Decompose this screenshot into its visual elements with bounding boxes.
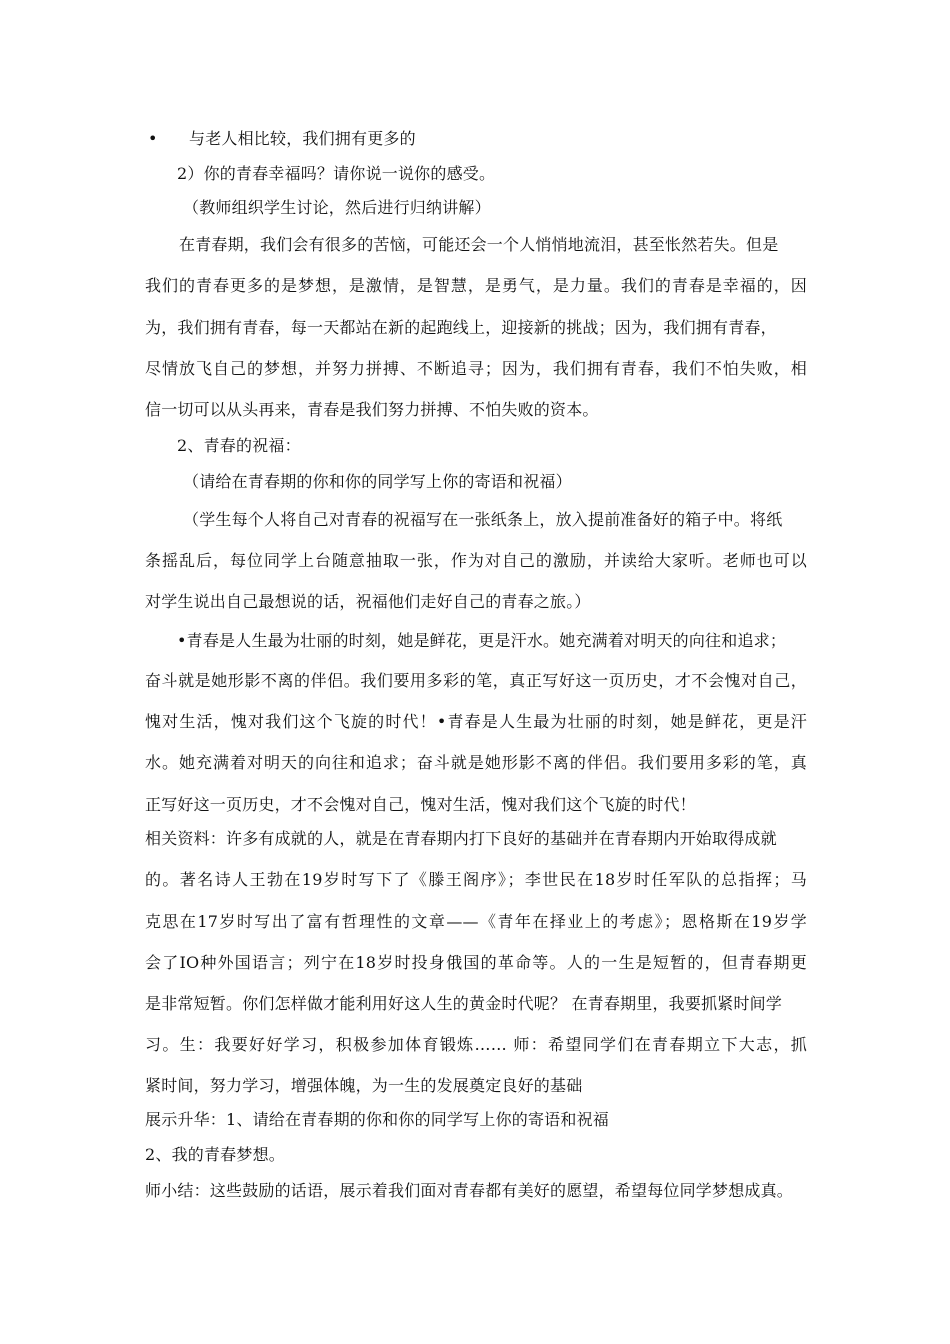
bullet-point: • — [148, 129, 158, 148]
text-line: 2、青春的祝福： — [177, 436, 301, 455]
text-line: 克思在17岁时写出了富有哲理性的文章——《青年在择业上的考虑》；恩格斯在19岁学 — [145, 912, 807, 931]
text-line: 奋斗就是她形影不离的伴侣。我们要用多彩的笔，真正写好这一页历史，才不会愧对自己， — [145, 671, 807, 690]
text-line: （请给在青春期的你和你的同学写上你的寄语和祝福） — [183, 472, 572, 491]
text-line: 愧对生活，愧对我们这个飞旋的时代！•青春是人生最为壮丽的时刻，她是鲜花，更是汗 — [145, 712, 807, 731]
text-line: •青春是人生最为壮丽的时刻，她是鲜花，更是汗水。她充满着对明天的向往和追求； — [177, 631, 787, 650]
text-line: 与老人相比较，我们拥有更多的 — [189, 129, 416, 148]
text-line: 相关资料：许多有成就的人，就是在青春期内打下良好的基础并在青春期内开始取得成就 — [145, 829, 777, 848]
text-line: 水。她充满着对明天的向往和追求；奋斗就是她形影不离的伴侣。我们要用多彩的笔，真 — [145, 753, 807, 772]
text-line: 展示升华：1、请给在青春期的你和你的同学写上你的寄语和祝福 — [145, 1110, 609, 1129]
text-line: 尽情放飞自己的梦想，并努力拼搏、不断追寻；因为，我们拥有青春，我们不怕失败，相 — [145, 359, 807, 378]
text-line: 在青春期，我们会有很多的苦恼，可能还会一个人悄悄地流泪，甚至怅然若失。但是 — [179, 235, 779, 254]
text-line: （学生每个人将自己对青春的祝福写在一张纸条上，放入提前准备好的箱子中。将纸 — [183, 510, 783, 529]
text-line: 对学生说出自己最想说的话，祝福他们走好自己的青春之旅。） — [145, 592, 591, 611]
text-line: 习。生：我要好好学习，积极参加体育锻炼…… 师：希望同学们在青春期立下大志，抓 — [145, 1035, 807, 1054]
text-line: 为，我们拥有青春，每一天都站在新的起跑线上，迎接新的挑战；因为，我们拥有青春， — [145, 318, 777, 337]
text-line: 的。著名诗人王勃在19岁时写下了《滕王阁序》；李世民在18岁时任军队的总指挥；马 — [145, 870, 807, 889]
text-line: 正写好这一页历史，才不会愧对自己，愧对生活，愧对我们这个飞旋的时代！ — [145, 795, 696, 814]
text-line: 是非常短暂。你们怎样做才能利用好这人生的黄金时代呢？ 在青春期里，我要抓紧时间学 — [145, 994, 783, 1013]
text-line: 条摇乱后，每位同学上台随意抽取一张，作为对自己的激励，并读给大家听。老师也可以 — [145, 551, 807, 570]
text-line: 2、我的青春梦想。 — [145, 1145, 285, 1164]
text-line: 我们的青春更多的是梦想，是激情，是智慧，是勇气，是力量。我们的青春是幸福的，因 — [145, 276, 807, 295]
text-line: 紧时间，努力学习，增强体魄，为一生的发展奠定良好的基础 — [145, 1076, 583, 1095]
text-line: 会了IO种外国语言；列宁在18岁时投身俄国的革命等。人的一生是短暂的，但青春期更 — [145, 953, 807, 972]
text-line: （教师组织学生讨论，然后进行归纳讲解） — [183, 198, 491, 217]
text-line: 信一切可以从头再来，青春是我们努力拼搏、不怕失败的资本。 — [145, 400, 599, 419]
text-line: 2）你的青春幸福吗？请你说一说你的感受。 — [177, 164, 496, 183]
text-line: 师小结：这些鼓励的话语，展示着我们面对青春都有美好的愿望，希望每位同学梦想成真。 — [145, 1181, 794, 1200]
